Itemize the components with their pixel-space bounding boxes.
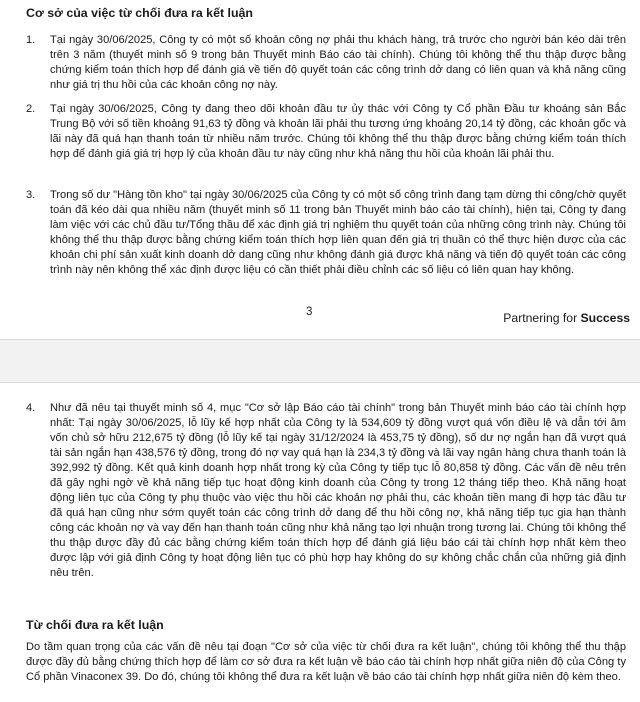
page-number: 3	[306, 306, 313, 318]
footer-tagline	[503, 311, 630, 325]
item-text: Như đã nêu tại thuyết minh số 4, mục "Cơ sở lập Báo cáo tài chính" trong bản Thuyết minh báo cáo tài chính hợp nhất: Tại ngày 30/06/2025, lỗ lũy kế hợp nhất của Công ty là 534,609 tỷ đồng vượt quá vốn điều lệ và dẫn tới âm vốn chủ sở hữu 212,675 tỷ đồng (lỗ lũy kế tại ngày 31/12/2024 là 453,75 tỷ đồng), số dư nợ ngắn hạn đã vượt quá tài sản ngắn hạn 438,576 tỷ đồng, trong đó nợ vay quá hạn là 234,3 tỷ đồng và lãi vay ngân hàng chưa thanh toán là 392,992 tỷ đồng. Kết quả kinh doanh hợp nhất trong kỳ của Công ty tiếp tục lỗ 80,858 tỷ đồng. Các vấn đề nêu trên đã gây nghi ngờ về khả năng tiếp tục hoạt động kinh doanh của Công ty trong 12 tháng tiếp theo. Khả năng hoạt động liên tục của Công ty phụ thuộc vào việc thu hồi các khoản nợ phải thu, các khoản tiền mang đi hợp tác đầu tư đã quá hạn cũng như sớm quyết toán các công trình dở dang để thu hồi công nợ, khả năng tiếp tục gia hạn thành công các khoản nợ và vay đến hạn thanh toán cũng như khả năng tạo lợi nhuận trong tương lai. Chúng tôi không thể thu thập được đầy đủ các bằng chứng kiểm toán thích hợp để đánh giá liệu báo cái tài chính hợp nhất kèm theo được lập với giả định Công ty hoạt động liên tục có phù hợp hay không do sự không chắc chắn của những giả định nêu trên.	[50, 402, 626, 579]
page-4	[0, 383, 640, 702]
item-number: 2.	[26, 103, 36, 115]
conclusion-paragraph: Do tầm quan trọng của các vấn đề nêu tại đoạn "Cơ sở của việc từ chối đưa ra kết luận", chúng tôi không thể thu thập được đầy đủ bằng chứng thích hợp để làm cơ sở đưa ra kết luận về báo cáo tài chính hợp nhất giữa niên độ của Công ty Cổ phần Vinaconex 39. Do đó, chúng tôi không thể đưa ra kết luận về báo cáo tài chính hợp nhất giữa niên độ kèm theo.	[26, 641, 626, 683]
item-number: 3.	[26, 189, 36, 201]
conclusion-heading: Từ chối đưa ra kết luận	[26, 618, 164, 632]
item-text: Trong số dư "Hàng tồn kho" tại ngày 30/06/2025 của Công ty có một số công trình đang tạm dừng thi công/chờ quyết toán đã kéo dài qua nhiều năm (thuyết minh số 11 trong bản Thuyết minh báo cáo tài chính), hiện tại, Công ty đang làm việc với các chủ đầu tư/Tổng thầu để xác định giá trị nghiệm thu quyết toán của những công trình này. Chúng tôi không thể thu thập được bằng chứng kiểm toán thích hợp liên quan đến giá trị thuần có thể thực hiện được của các khoản chi phí sản xuất kinh doanh dở dang cũng như không đánh giá được khả năng và tiến độ quyết toán các công trình này nên không thể xác định được liệu có cần thiết phải điều chỉnh các số liệu có liên quan hay không.	[50, 189, 627, 276]
footer-prefix: Partnering for	[503, 311, 581, 325]
page-3	[0, 0, 640, 340]
item-number: 1.	[26, 34, 36, 46]
item-number: 4.	[26, 402, 36, 414]
item-text: Tại ngày 30/06/2025, Công ty đang theo dõi khoản đầu tư ủy thác với Công ty Cổ phần Đầu tư khoáng sản Bắc Trung Bộ với số tiền khoảng 91,63 tỷ đồng và khoản lãi phải thu tương ứng khoảng 20,14 tỷ đồng, các khoản gốc và lãi này đã quá hạn thanh toán từ nhiều năm trước. Chúng tôi không thể thu thập được bằng chứng kiểm toán thích hợp để đánh giá giá trị hợp lý của khoản đầu tư này cũng như khả năng thu hồi của khoản lãi phải thu.	[50, 103, 626, 160]
item-text: Tại ngày 30/06/2025, Công ty có một số khoản công nợ phải thu khách hàng, trả trước cho người bán kéo dài trên trên 3 năm (thuyết minh số 9 trong bản Thuyết minh Báo cáo tài chính). Chúng tôi không thể thu thập được bằng chứng kiểm toán thích hợp để đánh giá về tiến độ quyết toán các công trình dở dang có liên quan và khả năng cũng như giá trị thu hồi của các khoản công nợ này.	[50, 34, 626, 91]
page-gap	[0, 340, 640, 383]
basis-heading: Cơ sở của việc từ chối đưa ra kết luận	[26, 6, 254, 20]
footer-bold: Success	[580, 311, 630, 325]
